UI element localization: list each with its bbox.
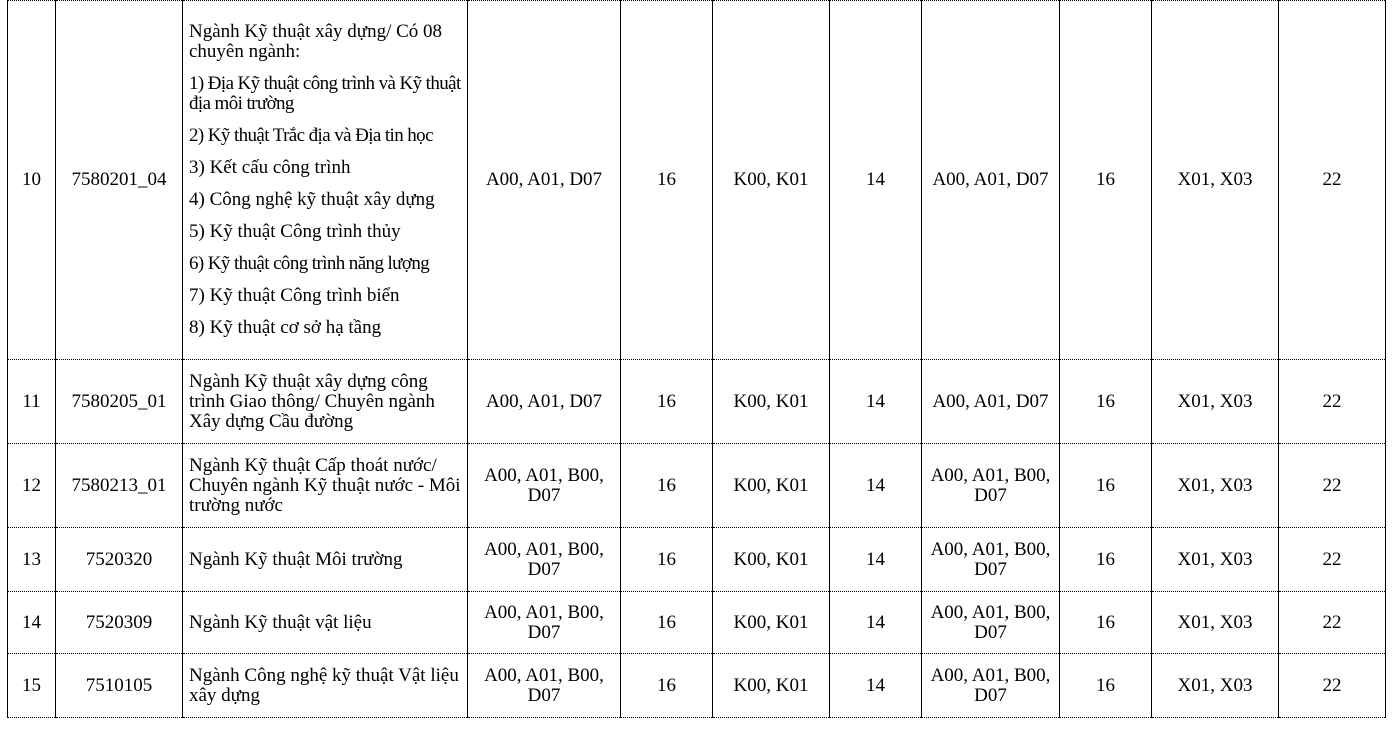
score-cell: 16	[621, 592, 713, 654]
score-cell: 16	[621, 360, 713, 444]
code-cell: 7580201_04	[56, 1, 183, 360]
combo-cell: A00, A01, B00, D07	[922, 444, 1060, 528]
combo-cell: A00, A01, D07	[468, 360, 621, 444]
code-cell: 7520309	[56, 592, 183, 654]
combo-cell: K00, K01	[713, 444, 830, 528]
score-cell: 16	[1060, 360, 1152, 444]
stt-cell: 12	[8, 444, 56, 528]
stt-cell: 14	[8, 592, 56, 654]
combo-cell: X01, X03	[1152, 592, 1279, 654]
combo-cell: X01, X03	[1152, 1, 1279, 360]
score-cell: 16	[1060, 528, 1152, 592]
combo-cell: A00, A01, D07	[922, 1, 1060, 360]
name-line: 7) Kỹ thuật Công trình biển	[189, 285, 400, 306]
name-line: 8) Kỹ thuật cơ sở hạ tầng	[189, 317, 382, 338]
name-cell: Ngành Kỹ thuật vật liệu	[183, 592, 468, 654]
admission-table	[7, 0, 1386, 718]
score-cell: 22	[1279, 528, 1386, 592]
combo-cell: A00, A01, B00, D07	[468, 444, 621, 528]
code-cell: 7580213_01	[56, 444, 183, 528]
combo-cell: A00, A01, B00, D07	[922, 592, 1060, 654]
stt-cell: 15	[8, 654, 56, 718]
combo-cell: A00, A01, B00, D07	[922, 528, 1060, 592]
score-cell: 16	[1060, 654, 1152, 718]
score-cell: 22	[1279, 654, 1386, 718]
table-row	[8, 1, 1386, 360]
score-cell: 16	[1060, 444, 1152, 528]
combo-cell: K00, K01	[713, 654, 830, 718]
name-line: 2) Kỹ thuật Trắc địa và Địa tin học	[189, 125, 433, 146]
name-line: 6) Kỹ thuật công trình năng lượng	[189, 253, 430, 274]
combo-cell: X01, X03	[1152, 654, 1279, 718]
score-cell: 16	[1060, 1, 1152, 360]
code-cell: 7520320	[56, 528, 183, 592]
combo-cell: A00, A01, B00, D07	[922, 654, 1060, 718]
name-line: 4) Công nghệ kỹ thuật xây dựng	[189, 189, 435, 210]
stt-cell: 10	[8, 1, 56, 360]
code-cell: 7580205_01	[56, 360, 183, 444]
score-cell: 16	[621, 528, 713, 592]
score-cell: 16	[621, 1, 713, 360]
name-line: 1) Địa Kỹ thuật công trình và Kỹ thuật địa môi trường	[189, 73, 461, 114]
name-cell: Ngành Kỹ thuật Cấp thoát nước/ Chuyên ngành Kỹ thuật nước - Môi trường nước	[183, 444, 468, 528]
stt-cell: 13	[8, 528, 56, 592]
combo-cell: K00, K01	[713, 528, 830, 592]
score-cell: 22	[1279, 592, 1386, 654]
score-cell: 14	[830, 360, 922, 444]
score-cell: 14	[830, 1, 922, 360]
name-line: 5) Kỹ thuật Công trình thủy	[189, 221, 401, 242]
combo-cell: A00, A01, D07	[468, 1, 621, 360]
table-row	[8, 360, 1386, 444]
score-cell: 14	[830, 654, 922, 718]
combo-cell: A00, A01, B00, D07	[468, 528, 621, 592]
score-cell: 14	[830, 592, 922, 654]
combo-cell: X01, X03	[1152, 360, 1279, 444]
admission-table-container	[7, 0, 1385, 718]
name-line: Ngành Kỹ thuật xây dựng/ Có 08 chuyên ngành:	[189, 21, 443, 62]
table-row	[8, 444, 1386, 528]
score-cell: 14	[830, 444, 922, 528]
score-cell: 16	[621, 444, 713, 528]
name-cell: Ngành Công nghệ kỹ thuật Vật liệu xây dựng	[183, 654, 468, 718]
score-cell: 14	[830, 528, 922, 592]
table-row	[8, 528, 1386, 592]
score-cell: 22	[1279, 1, 1386, 360]
name-line: 3) Kết cấu công trình	[189, 157, 351, 178]
name-cell: Ngành Kỹ thuật Môi trường	[183, 528, 468, 592]
score-cell: 16	[621, 654, 713, 718]
combo-cell: K00, K01	[713, 360, 830, 444]
score-cell: 22	[1279, 444, 1386, 528]
combo-cell: A00, A01, B00, D07	[468, 654, 621, 718]
combo-cell: X01, X03	[1152, 444, 1279, 528]
combo-cell: K00, K01	[713, 1, 830, 360]
name-cell: Ngành Kỹ thuật xây dựng công trình Giao thông/ Chuyên ngành Xây dựng Cầu đường	[183, 360, 468, 444]
score-cell: 22	[1279, 360, 1386, 444]
score-cell: 16	[1060, 592, 1152, 654]
code-cell: 7510105	[56, 654, 183, 718]
combo-cell: A00, A01, B00, D07	[468, 592, 621, 654]
stt-cell: 11	[8, 360, 56, 444]
table-row	[8, 592, 1386, 654]
combo-cell: K00, K01	[713, 592, 830, 654]
name-cell	[183, 1, 468, 360]
combo-cell: X01, X03	[1152, 528, 1279, 592]
combo-cell: A00, A01, D07	[922, 360, 1060, 444]
table-row	[8, 654, 1386, 718]
